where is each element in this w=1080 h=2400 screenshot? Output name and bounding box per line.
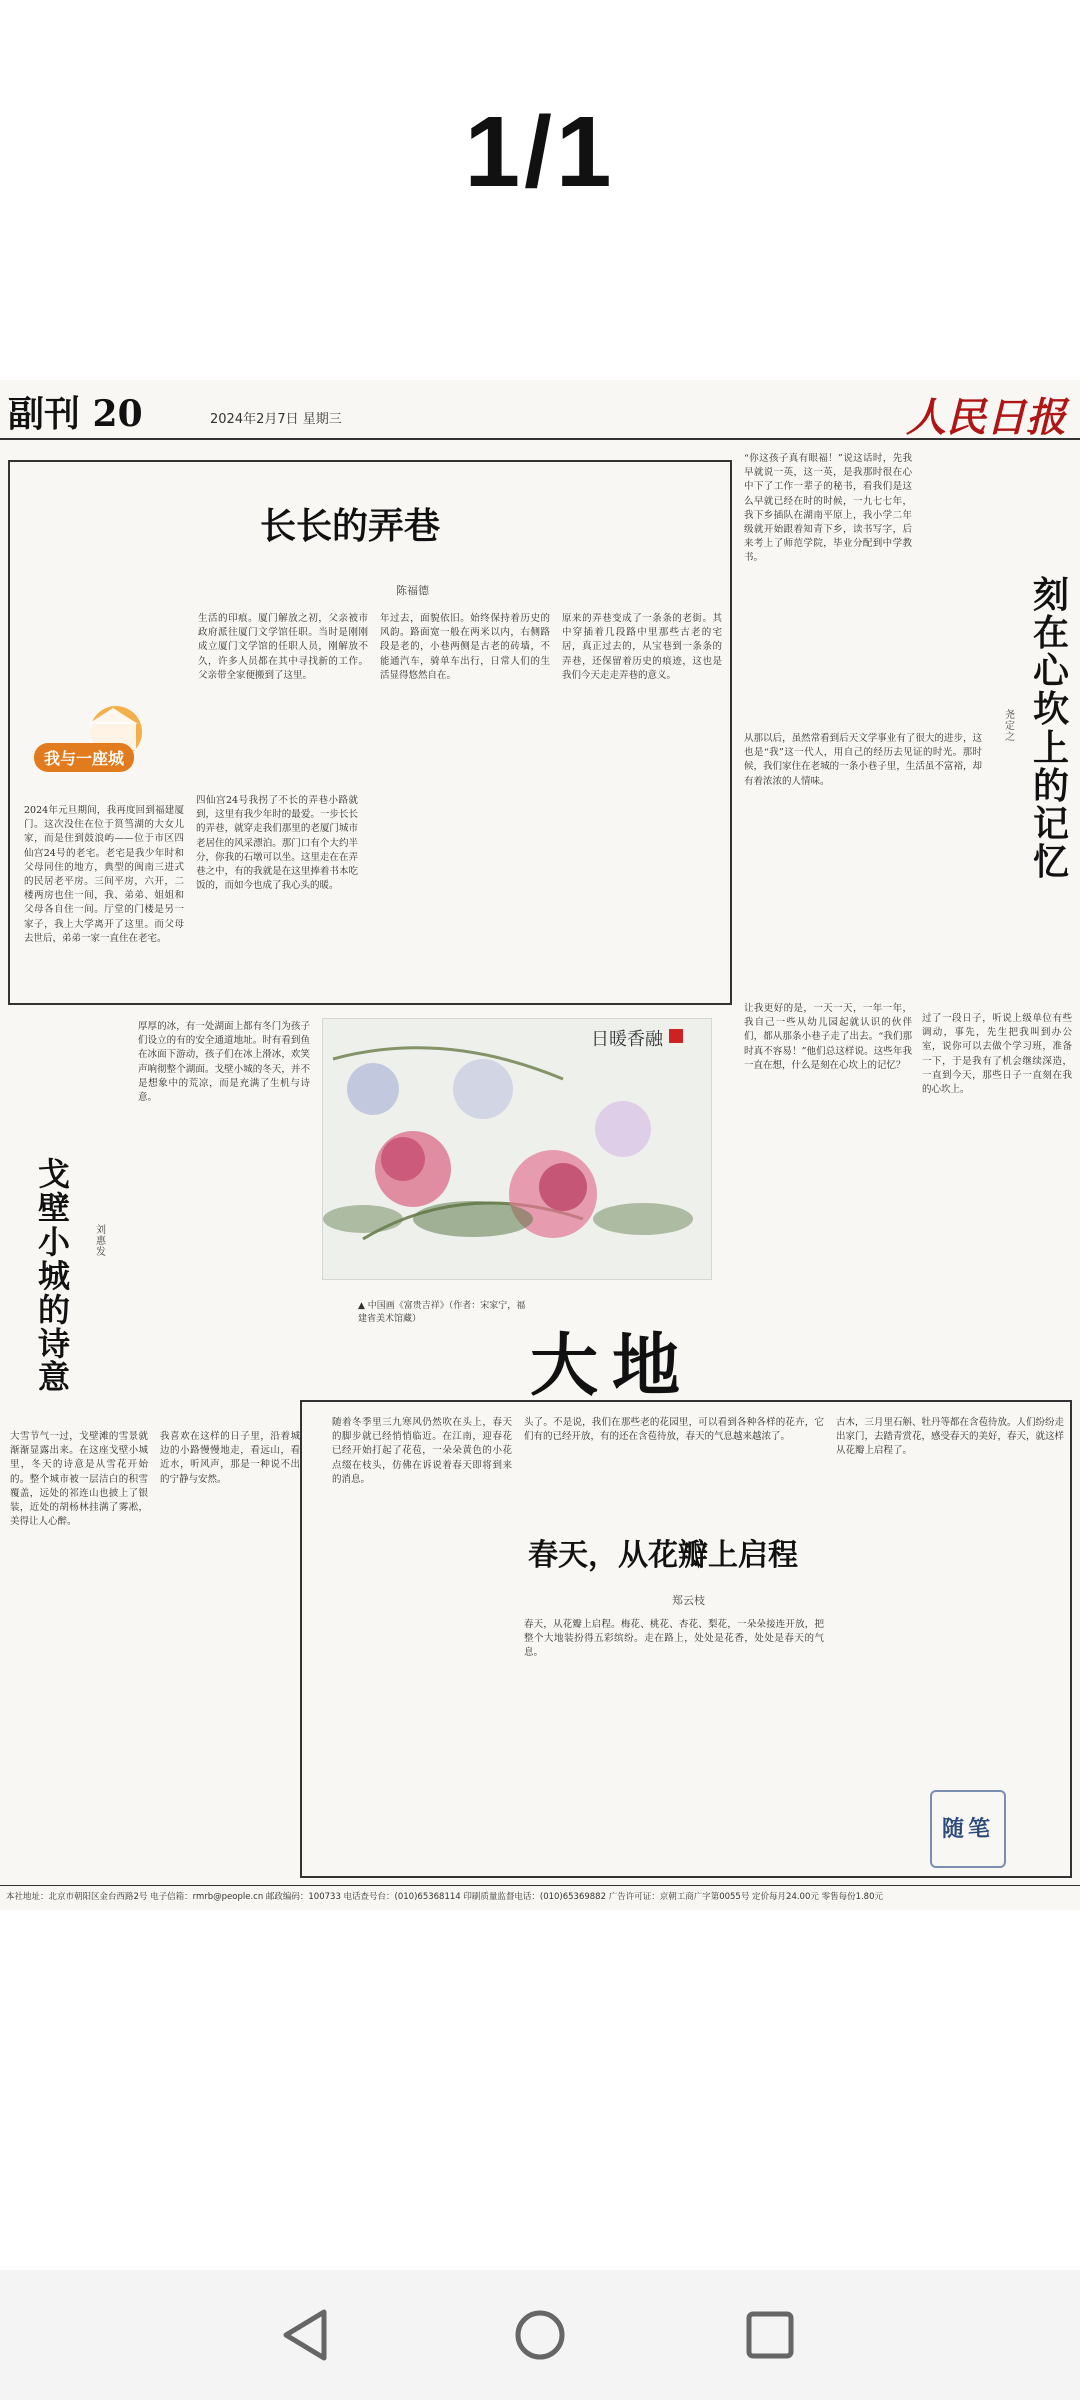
article-spring-col-3: 春天，从花瓣上启程。梅花、桃花、杏花、梨花，一朵朵接连开放，把整个大地装扮得五彩缤纷。走在路上，处处是花香，处处是春天的气息。 — [524, 1619, 824, 1659]
article-gobi-col-2: 大雪节气一过，戈壁滩的雪景就渐渐显露出来。在这座戈壁小城里，冬天的诗意是从雪花开始的。整个城市被一层洁白的积雪覆盖，远处的祁连山也披上了银装，近处的胡杨林挂满了雾凇，美得让人心醉。 — [10, 1431, 148, 1528]
article-memory-author: 尧 定 之 — [1005, 710, 1015, 743]
recents-square-icon — [735, 2300, 805, 2370]
article-spring-author: 郑云枝 — [672, 1594, 705, 1607]
painting-caption: ▲ 中国画《富贵吉祥》（作者：宋家宁，福建省美术馆藏） — [358, 1301, 526, 1324]
article-lane-author: 陈福德 — [396, 584, 429, 597]
article-spring-col-4: 古木，三月里石斛、牡丹等都在含苞待放。人们纷纷走出家门，去踏青赏花，感受春天的美好，春天，就这样从花瓣上启程了。 — [836, 1417, 1064, 1457]
back-button[interactable] — [270, 2300, 340, 2370]
newspaper-page[interactable] — [0, 380, 1080, 1910]
article-lane-col-4: 年过去，面貌依旧。始终保持着历史的风韵。路面宽一般在两米以内，右侧路段是老的，小巷两侧是古老的砖墙，不能通汽车，骑单车出行，日常人们的生活显得悠然自在。 — [380, 613, 550, 681]
article-gobi-col-1: 厚厚的冰，有一处湖面上都有冬门为孩子们设立的有的安全通道地址。时有看到鱼在冰面下游动，孩子们在冰上滑冰，欢笑声响彻整个湖面。戈壁小城的冬天，并不是想象中的荒凉，而是充满了生机与诗意。 — [138, 1021, 310, 1104]
page-counter: 1/1 — [464, 96, 616, 208]
article-gobi-author: 刘 惠 发 — [96, 1225, 106, 1258]
article-memory-title: 刻 在 心 坎 上 的 记 忆 — [1032, 574, 1069, 884]
article-spring-title: 春天，从花瓣上启程 — [528, 1538, 798, 1573]
painting-image — [322, 1018, 712, 1280]
article-lane-title: 长长的弄巷 — [260, 505, 441, 547]
painting-inscription: 日暖香融 — [591, 1029, 663, 1050]
article-lane — [8, 460, 732, 1005]
issue-date: 2024年2月7日 星期三 — [210, 412, 342, 427]
city-badge-label: 我与一座城 — [34, 743, 134, 772]
calligraphy-dadi: 大地 — [530, 1326, 695, 1406]
article-lane-col-2: 四仙宫24号我拐了不长的弄巷小路就到，这里有我少年时的最爱。一步长长的弄巷，就穿走我们那里的老厦门城市老居住的风采漂泊。那门口有个大约半分，你我的石墩可以坐。这里走在在弄巷之中，有的我就是在这里捧着书本吃饭的，而如今也成了我心头的暖。 — [196, 795, 358, 892]
article-lane-col-5: 原来的弄巷变成了一条条的老街。其中穿插着几段路中里那些古老的宅居，真正过去的，从宝巷到一条条的弄巷，还保留着历史的痕迹，这也是我们今天走走弄巷的意义。 — [562, 613, 722, 681]
article-spring-col-2: 头了。不是说，我们在那些老的花园里，可以看到各种各样的花卉，它们有的已经开放，有的还在含苞待放，春天的气息越来越浓了。 — [524, 1417, 824, 1443]
article-memory-col-3: 让我更好的是，一天一天，一年一年，我自己一些从幼儿园起就认识的伙伴们，都从那条小巷子走了出去。“我们那时真不容易！”他们总这样说。这些年我一直在想，什么是刻在心坎上的记忆？ — [744, 1003, 912, 1071]
painting-seal — [669, 1029, 683, 1043]
home-circle-icon — [505, 2300, 575, 2370]
article-gobi-title: 戈 壁 小 城 的 诗 意 — [37, 1155, 70, 1397]
article-memory-col-1: “你这孩子真有眼福！”说这话时，先我早就说一英，这一英，是我那时很在心中下了工作一辈子的秘书，看我们是这么早就已经在时的时候，一九七七年，我下乡插队在湖南平原上，我小学二年级就开始跟着知青下乡，读书写字，后来考上了师范学院，毕业分配到中学教书。 — [744, 453, 912, 564]
image-viewer-header — [0, 0, 1080, 380]
navigation-bar — [0, 2270, 1080, 2400]
newspaper-logo: 人民日报 — [906, 394, 1066, 441]
article-gobi-col-3: 我喜欢在这样的日子里，沿着城边的小路慢慢地走，看远山，看近水，听风声，那是一种说不出的宁静与安然。 — [160, 1431, 300, 1485]
peony-painting — [323, 1019, 711, 1279]
recents-button[interactable] — [735, 2300, 805, 2370]
footer-info: 本社地址：北京市朝阳区金台西路2号 电子信箱：rmrb@people.cn 邮政编码：100733 电话查号台：(010)65368114 印刷质量监督电话：(010)65369882 广告许可证：京朝工商广字第0055号 定价每月24.00元 零售每份1.80元 — [0, 1885, 1080, 1909]
article-memory-col-2: 从那以后，虽然常看到后天文学事业有了很大的进步，这也是“我”这一代人，用自己的经历去见证的时光。那时候，我们家住在老城的一条小巷子里，生活虽不富裕，却有着浓浓的人情味。 — [744, 733, 982, 787]
article-lane-col-1: 2024年元旦期间，我再度回到福建厦门。这次没住在位于筼筜湖的大女儿家，而是住到鼓浪屿——位于市区四仙宫24号的老宅。老宅是我少年时和父母同住的地方，典型的闽南三进式的民居老平房。三间平房，六开，二楼两房也住一间，我、弟弟、姐姐和父母各自住一间。厅堂的门楼是另一家子，我上大学离开了这里。而父母去世后，弟弟一家一直住在老宅。 — [24, 805, 184, 944]
article-memory-col-4: 过了一段日子，听说上级单位有些调动，事先，先生把我叫到办公室，说你可以去做个学习班，准备一下，于是我有了机会继续深造，一直到今天，那些日子一直刻在我的心坎上。 — [922, 1013, 1072, 1096]
article-spring-col-1: 随着冬季里三九寒风仍然吹在头上，春天的脚步就已经悄悄临近。在江南，迎春花已经开始打起了花苞，一朵朵黄色的小花点缀在枝头，仿佛在诉说着春天即将到来的消息。 — [332, 1417, 512, 1485]
article-lane-col-3: 生活的印痕。厦门解放之初，父亲被市政府派往厦门文学馆任职。当时是刚刚成立厦门文学馆的任职人员，刚解放不久，许多人员都在其中寻找新的工作。父亲带全家便搬到了这里。 — [198, 613, 368, 681]
back-triangle-icon — [270, 2300, 340, 2370]
home-button[interactable] — [505, 2300, 575, 2370]
masthead — [0, 380, 1080, 440]
section-title: 副刊 20 — [8, 393, 143, 435]
column-badge-suibi: 随笔 — [930, 1790, 1006, 1868]
city-badge — [28, 704, 178, 776]
